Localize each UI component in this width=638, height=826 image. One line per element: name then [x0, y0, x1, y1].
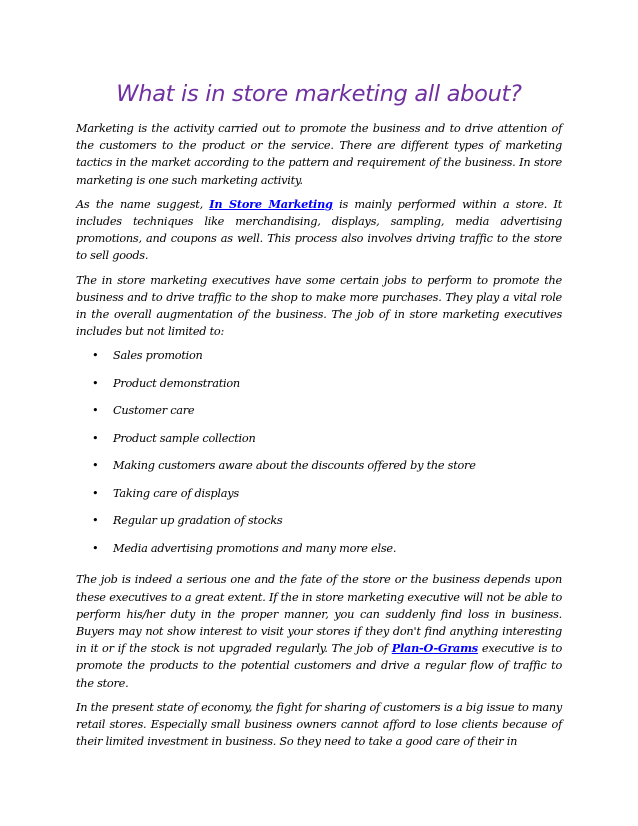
list-item-text: Customer care — [113, 404, 195, 418]
list-item — [76, 402, 562, 430]
bullet-icon: • — [92, 486, 99, 500]
document-page — [76, 76, 562, 757]
list-item — [76, 375, 562, 403]
bullet-icon: • — [92, 404, 99, 418]
list-item-text: Making customers aware about the discounts offered by the store — [113, 459, 476, 473]
bullet-icon: • — [92, 541, 99, 555]
list-item — [76, 485, 562, 513]
list-item — [76, 512, 562, 540]
paragraph-text: executive is to promote the products to the potential customers and drive a regular flow of traffic to the store. — [76, 642, 562, 690]
bullet-icon: • — [92, 349, 99, 363]
list-item-text: Media advertising promotions and many more else. — [113, 541, 397, 555]
list-item-text: Product demonstration — [113, 376, 240, 390]
economy-paragraph: In the present state of economy, the fight for sharing of customers is a big issue to many retail stores. Especially small business owners cannot afford to lose clients because of their limited investment in business. So they need to take a good care of their in — [76, 700, 562, 749]
list-item — [76, 347, 562, 375]
in-store-marketing-link[interactable]: In Store Marketing — [209, 196, 333, 211]
plan-o-grams-link[interactable]: Plan-O-Grams — [391, 641, 478, 656]
paragraph-text: The job is indeed a serious one and the fate of the store or the business depends upon these executives to a great extent. If the in store marketing executive will not be able to perform his/her duty in the proper manner, you can suddenly find loss in business. Buyers may not show interest to visit your stores if they don't find anything interesting in it or if the stock is not upgraded regularly. The job of — [76, 573, 562, 656]
page-title: What is in store marketing all about? — [116, 81, 522, 107]
bullet-icon: • — [92, 376, 99, 390]
list-item — [76, 540, 562, 568]
list-item-text: Product sample collection — [113, 431, 256, 445]
paragraph-text: is mainly performed within a store. It includes techniques like merchandising, displays, sampling, media advertising promotions, and coupons as well. This process also involves driving traffic to the store to sell goods. — [76, 197, 563, 263]
executives-paragraph: The in store marketing executives have some certain jobs to perform to promote the business and to drive traffic to the shop to make more purchases. They play a vital role in the overall augmentation of the business. The job of in store marketing executives includes but not limited to: — [76, 273, 562, 339]
bullet-icon: • — [92, 514, 99, 528]
importance-paragraph — [76, 571, 562, 691]
list-item — [76, 430, 562, 458]
bullet-icon: • — [92, 459, 99, 473]
intro-paragraph: Marketing is the activity carried out to promote the business and to drive attention of the customers to the product or the service. There are different types of marketing tactics in the market according to the pattern and requirement of the business. In store marketing is one such marketing activity. — [76, 122, 562, 187]
job-list — [76, 347, 562, 567]
paragraph-text: As the name suggest, — [76, 197, 210, 211]
list-item-text: Taking care of displays — [113, 486, 239, 500]
list-item-text: Regular up gradation of stocks — [113, 514, 283, 528]
list-item-text: Sales promotion — [113, 349, 203, 363]
list-item — [76, 457, 562, 485]
bullet-icon: • — [92, 431, 99, 445]
in-store-paragraph — [76, 196, 562, 265]
